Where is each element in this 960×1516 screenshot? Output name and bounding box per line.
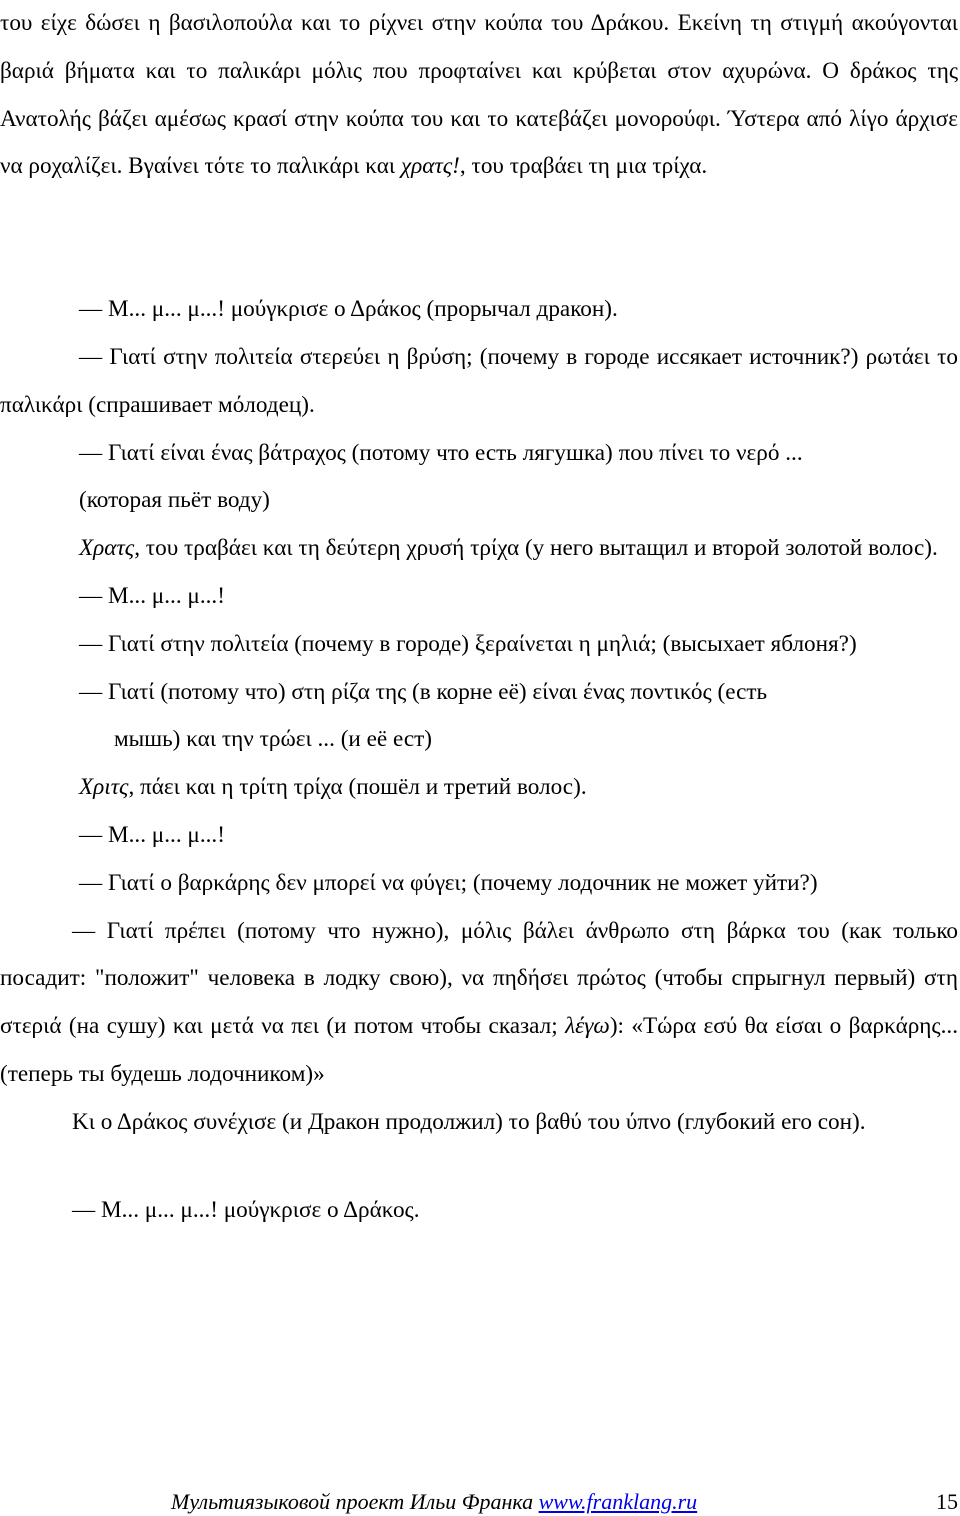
narrative-paragraph-2: Χρατς, του τραβάει και τη δεύτερη χρυσή τρίχα (у него вытащил и второй золотой волос).: [79, 535, 938, 562]
dialogue-line-2: — Γιατί στην πολιτεία στερεύει η βρύση; (почему в городе иссякает источник?) ρωτάει το παλικάρι (спрашивает мόлодец).: [0, 343, 958, 418]
dialogue-line-9: — Γιατί πρέπει (потому что нужно), μόλις βάλει άνθρωπο στη βάρκα του (как только посадит: "положит" человека в лодку свою), να πηδήσει πρώτος (чтобы спрыгнул первый) στη στεριά (на сушу) και μετά να πει (и потом чтобы сказал; λέγω): «Τώρα εσύ θα είσαι ο βαρκάρης... (теперь ты будешь лодочником)»: [0, 917, 959, 1087]
dialogue-line-10: — Μ... μ... μ...! μούγκρισε ο Δράκος.: [72, 1196, 420, 1223]
section-spacer-2: [0, 1147, 958, 1187]
section-spacer: [0, 191, 958, 286]
footer-project-name: Мультиязыковой проект Ильи Франка: [171, 1489, 534, 1514]
dialogue-line-1: — Μ... μ... μ...! μούγκρισε ο Δράκος (прорычал дракон).: [79, 296, 618, 323]
dialogue-line-8: — Γιατί ο βαρκάρης δεν μπορεί να φύγει; (почему лодочник не может уйти?): [79, 869, 818, 896]
dialogue-line-3: — Γιατί είναι ένας βάτραχος (потому что есть лягушка) που πίνει το νερό ... (которая пьёт воду): [79, 439, 803, 514]
dialogue-line-5: — Γιατί στην πολιτεία (почему в городе) ξεραίνεται η μηλιά; (высыхает яблоня?): [79, 630, 857, 657]
narrative-paragraph-4: Κι ο Δράκος συνέχισε (и Дракон продолжил) το βαθύ του ύπνο (глубокий его сон).: [72, 1108, 866, 1135]
dialogue-line-6: — Γιατί (потому что) στη ρίζα της (в корне её) είναι ένας ποντικός (есть мышь) και την τρώει ... (и её ест): [79, 678, 768, 753]
footer-website-link[interactable]: www.franklang.ru: [538, 1489, 698, 1514]
narrative-paragraph-3: Χριτς, πάει και η τρίτη τρίχα (пошёл и третий волос).: [79, 774, 587, 801]
footer-project-line: [171, 1488, 697, 1516]
narrative-paragraph-1: του είχε δώσει η βασιλοπούλα και το ρίχνει στην κούπα του Δράκου. Εκείνη τη στιγμή ακούγονται βαριά βήματα και το παλικάρι μόλις που προφταίνει και κρύβεται στον αχυρώνα. Ο δράκος της Ανατολής βάζει αμέσως κρασί στην κούπα του και το κατεβάζει μονορούφι. Ύστερα από λίγο άρχισε να ροχαλίζει. Βγαίνει τότε το παλικάρι και χρατς!, του τραβάει τη μια τρίχα.: [0, 10, 958, 180]
dialogue-line-4: — Μ... μ... μ...!: [79, 582, 225, 609]
page-number: 15: [936, 1489, 958, 1514]
dialogue-line-7: — Μ... μ... μ...!: [79, 821, 225, 848]
